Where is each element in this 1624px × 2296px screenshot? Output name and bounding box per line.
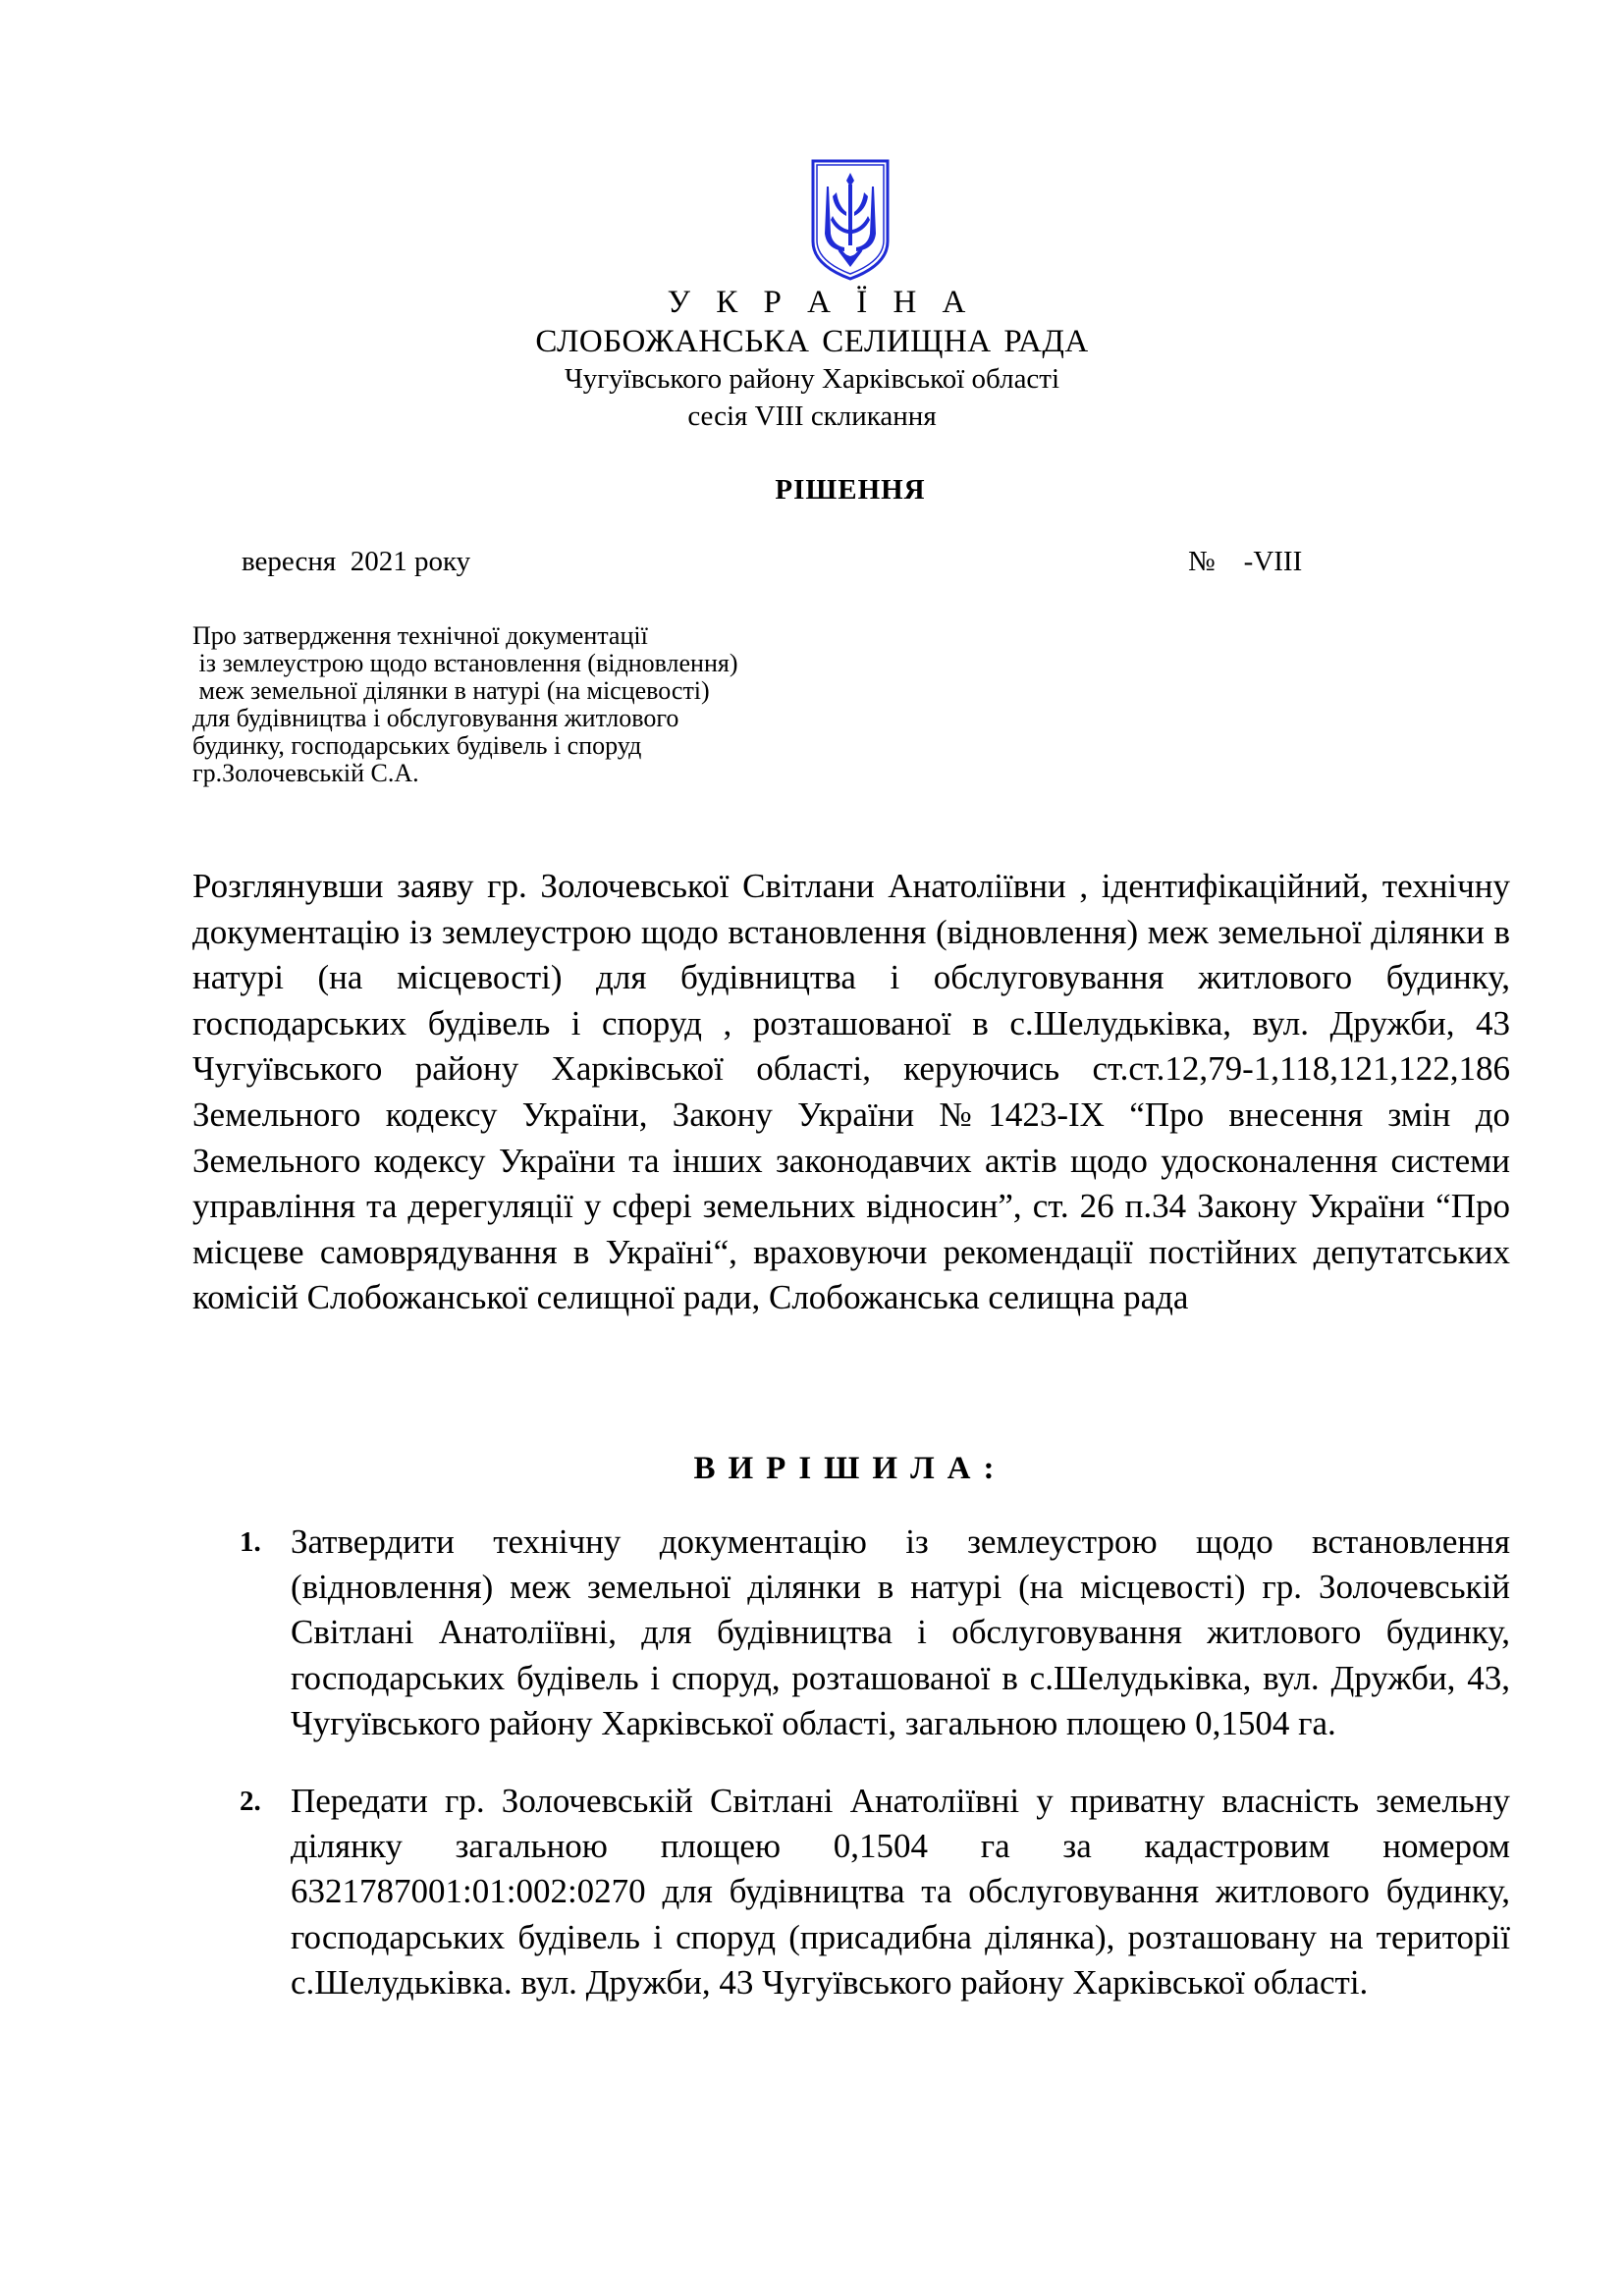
subject-line: із землеустрою щодо встановлення (відновлення) bbox=[192, 649, 738, 677]
preamble-paragraph: Розглянувши заяву гр. Золочевської Світлани Анатоліївни , ідентифікаційний, технічну документацію із землеустрою щодо встановлення (відновлення) меж земельної ділянки в натурі (на місцевості) для будівництва і обслуговування житлового будинку, господарських будівель і споруд , розташованої в с.Шелудьківка, вул. Дружби, 43 Чугуївського району Харківської області, керуючись ст.ст.12,79-1,118,121,122,186 Земельного кодексу України, Закону України №1423-IX “Про внесення змін до Земельного кодексу України та інших законодавчих актів щодо удосконалення системи управління та дерегуляції у сфері земельних відносин”, ст. 26 п.34 Закону України “Про місцеве самоврядування в Україні“, враховуючи рекомендації постійних депутатських комісій Слобожанської селищної ради, Слобожанська селищна рада bbox=[192, 867, 1510, 1317]
subject-line: меж земельної ділянки в натурі (на місцевості) bbox=[192, 676, 710, 705]
subject-line: будинку, господарських будівель і споруд bbox=[192, 731, 642, 760]
decision-list bbox=[240, 1520, 1510, 2005]
decision-item-number: 2. bbox=[240, 1786, 261, 1818]
document-title: РІШЕННЯ bbox=[775, 474, 926, 506]
session-name: сесія VIII скликання bbox=[687, 400, 937, 432]
subject-line: для будівництва і обслуговування житлового bbox=[192, 704, 679, 732]
decision-item bbox=[240, 1779, 1510, 2005]
document-date: вересня 2021 року bbox=[242, 546, 471, 577]
document-subject bbox=[192, 622, 939, 787]
decision-item-text: Передати гр. Золочевській Світлані Анатоліївні у приватну власність земельну ділянку загальною площею 0,1504 га за кадастровим номером 6321787001:01:002:0270 для будівництва та обслуговування житлового будинку, господарських будівель і споруд (присадибна ділянка), розташовану на території с.Шелудьківка. вул. Дружби, 43 Чугуївського району Харківської області. bbox=[291, 1782, 1510, 2002]
council-name: СЛОБОЖАНСЬКА СЕЛИЩНА РАДА bbox=[535, 324, 1089, 359]
decided-heading: ВИРІШИЛА: bbox=[693, 1451, 1007, 1486]
document-number: № -VIII bbox=[1188, 546, 1303, 577]
coat-of-arms-icon bbox=[809, 157, 892, 283]
decision-item-number: 1. bbox=[240, 1526, 261, 1558]
country-name: У К Р А Ї Н А bbox=[667, 285, 975, 320]
decision-item bbox=[240, 1520, 1510, 1746]
subject-line: Про затвердження технічної документації bbox=[192, 621, 648, 650]
district-name: Чугуївського району Харківської області bbox=[564, 363, 1060, 395]
subject-line: гр.Золочевській С.А. bbox=[192, 759, 419, 787]
decision-item-text: Затвердити технічну документацію із землеустрою щодо встановлення (відновлення) меж земельної ділянки в натурі (на місцевості) гр. Золочевській Світлані Анатоліївні, для будівництва і обслуговування житлового будинку, господарських будівель і споруд, розташованої в с.Шелудьківка, вул. Дружби, 43, Чугуївського району Харківської області, загальною площею 0,1504 га. bbox=[291, 1522, 1510, 1742]
